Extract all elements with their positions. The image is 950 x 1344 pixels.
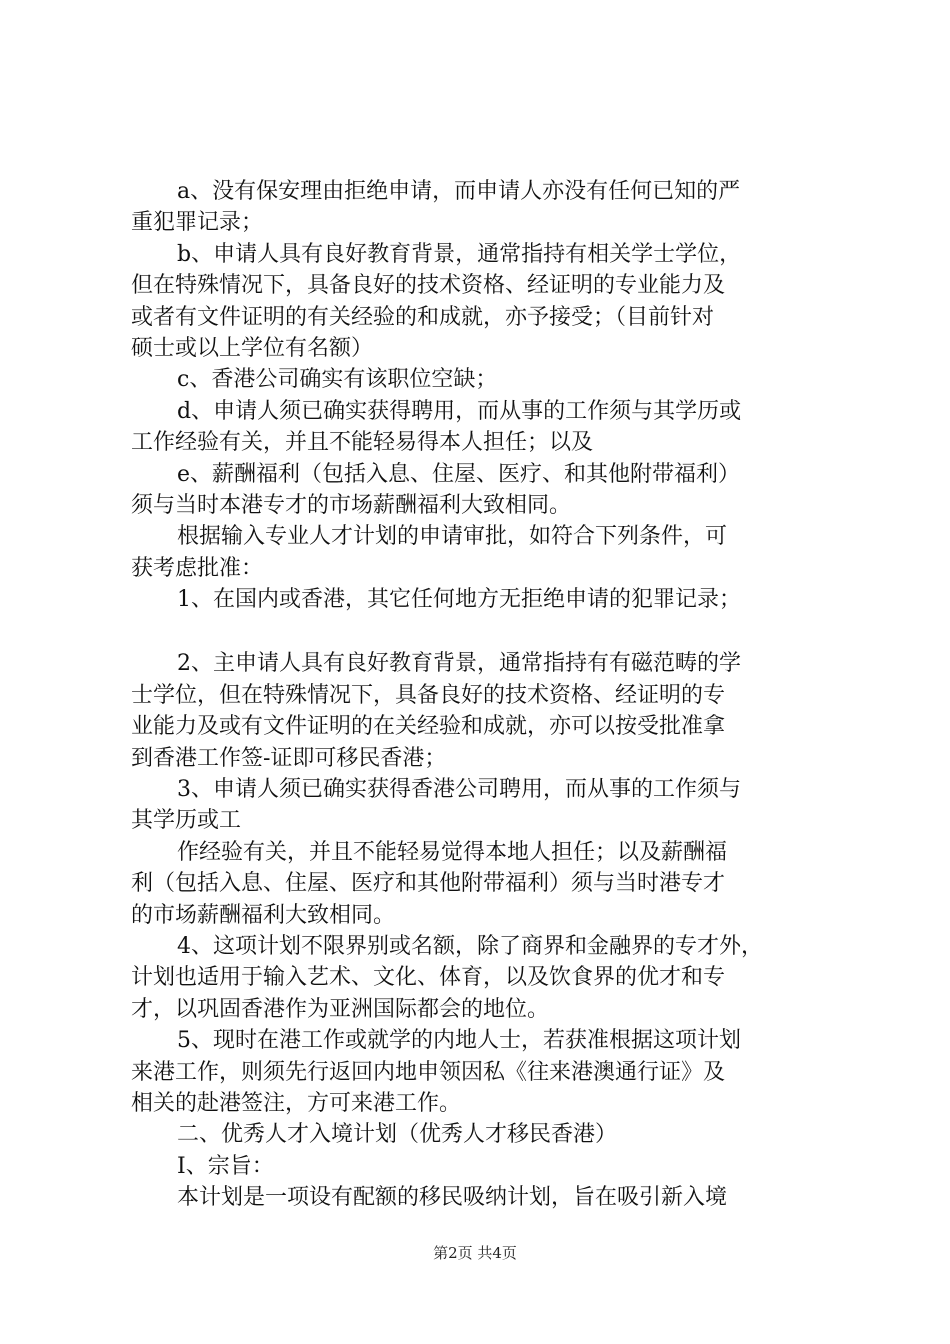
text-line: 业能力及或有文件证明的在关经验和成就，亦可以按受批准拿: [131, 714, 726, 740]
text-line: 4、这项计划不限界别或名额，除了商界和金融界的专才外，: [177, 933, 763, 959]
page-footer: 第2页 共4页: [433, 1244, 517, 1262]
text-line: 根据输入专业人才计划的申请审批，如符合下列条件，可: [177, 524, 728, 550]
blank-line: [131, 615, 831, 648]
text-line: 3、申请人须已确实获得香港公司聘用，而从事的工作须与: [177, 777, 741, 803]
text-line: 获考虑批准：: [131, 555, 264, 581]
text-line: 本计划是一项设有配额的移民吸纳计划，旨在吸引新入境: [177, 1185, 728, 1211]
text-line: 二、优秀人才入境计划（优秀人才移民香港）: [177, 1122, 618, 1148]
text-line: 工作经验有关，并且不能轻易得本人担任；以及: [131, 430, 594, 456]
text-line: 重犯罪记录；: [131, 210, 264, 236]
text-line: d、申请人须已确实获得聘用，而从事的工作须与其学历或: [177, 398, 742, 424]
text-line: 但在特殊情况下，具备良好的技术资格、经证明的专业能力及: [131, 273, 726, 299]
text-line: 5、现时在港工作或就学的内地人士，若获准根据这项计划: [177, 1028, 741, 1054]
text-line: e、薪酬福利（包括入息、住屋、医疗、和其他附带福利）: [177, 461, 741, 487]
text-line: 相关的赴港签注，方可来港工作。: [131, 1090, 462, 1116]
text-line: 才，以巩固香港作为亚洲国际都会的地位。: [131, 996, 550, 1022]
text-line: 士学位，但在特殊情况下，具备良好的技术资格、经证明的专: [131, 682, 726, 708]
document-body: [131, 176, 831, 1214]
text-line: 或者有文件证明的有关经验的和成就，亦予接受；（目前针对: [131, 304, 715, 330]
text-line: 来港工作，则须先行返回内地申领因私《往来港澳通行证》及: [131, 1059, 726, 1085]
text-line: 1、在国内或香港，其它任何地方无拒绝申请的犯罪记录；: [177, 587, 741, 613]
text-line: 计划也适用于输入艺术、文化、体育，以及饮食界的优才和专: [131, 965, 726, 991]
text-line: b、申请人具有良好教育背景，通常指持有相关学士学位，: [177, 241, 742, 267]
text-line: 利（包括入息、住屋、医疗和其他附带福利）须与当时港专才: [131, 871, 726, 897]
text-line: a、没有保安理由拒绝申请，而申请人亦没有任何已知的严: [177, 179, 741, 204]
text-line: Ⅰ、宗旨：: [177, 1153, 274, 1179]
text-line: 的市场薪酬福利大致相同。: [131, 902, 396, 928]
text-line: 硕士或以上学位有名额）: [131, 335, 374, 361]
text-line: 2、主申请人具有良好教育背景，通常指持有有磁范畴的学: [177, 651, 741, 677]
text-line: c、香港公司确实有该职位空缺；: [177, 367, 498, 393]
text-line: 其学历或工: [131, 808, 242, 834]
text-line: 须与当时本港专才的市场薪酬福利大致相同。: [131, 492, 572, 518]
text-line: 作经验有关，并且不能轻易觉得本地人担任；以及薪酬福: [177, 839, 728, 865]
text-line: 到香港工作签-证即可移民香港；: [131, 745, 447, 771]
